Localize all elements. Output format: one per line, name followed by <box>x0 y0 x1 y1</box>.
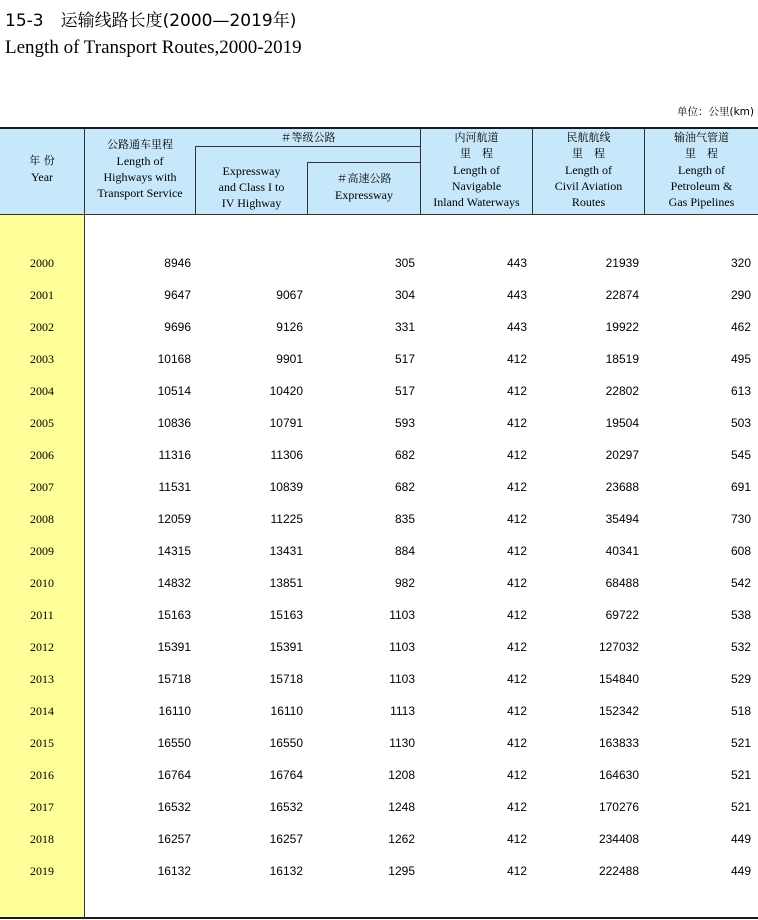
inland-waterway-cell: 412 <box>506 608 527 622</box>
inland-waterway-cell: 412 <box>506 640 527 654</box>
civil-aviation-header: 民航航线 里 程 Length of Civil Aviation Routes <box>554 131 623 209</box>
inland-waterway-cell: 443 <box>506 256 527 270</box>
civil-aviation-cell: 19504 <box>605 416 639 430</box>
highway-length-cell: 12059 <box>157 512 191 526</box>
year-cell: 2012 <box>30 640 54 654</box>
civil-aviation-cell: 22802 <box>605 384 639 398</box>
inland-waterways-header: 内河航道 里 程 Length of Navigable Inland Waterways <box>433 131 520 209</box>
inland-waterway-cell: 443 <box>506 320 527 334</box>
expressway-cell: 304 <box>394 288 415 302</box>
graded-highway-cell: 9126 <box>276 320 303 334</box>
expressway-cell: 517 <box>394 352 415 366</box>
table-row <box>0 823 758 855</box>
year-cell: 2017 <box>30 800 54 814</box>
expressway-cell: 305 <box>394 256 415 270</box>
graded-highway-cell: 13851 <box>269 576 303 590</box>
year-cell: 2015 <box>30 736 54 750</box>
inland-waterway-cell: 412 <box>506 480 527 494</box>
year-cell: 2013 <box>30 672 54 686</box>
civil-aviation-cell: 19922 <box>605 320 639 334</box>
graded-highway-cell: 10791 <box>269 416 303 430</box>
highway-length-cell: 8946 <box>164 256 191 270</box>
graded-highway-cell: 13431 <box>269 544 303 558</box>
inland-waterway-cell: 412 <box>506 704 527 718</box>
year-cell: 2006 <box>30 448 54 462</box>
unit-label: 单位：公里(km) <box>676 106 754 118</box>
expressway-cell: 517 <box>394 384 415 398</box>
graded-highway-cell: 16764 <box>269 768 303 782</box>
civil-aviation-cell: 68488 <box>605 576 639 590</box>
inland-waterway-cell: 412 <box>506 736 527 750</box>
pipeline-cell: 613 <box>730 384 751 398</box>
table-row <box>0 343 758 375</box>
year-cell: 2009 <box>30 544 54 558</box>
inland-waterway-cell: 412 <box>506 352 527 366</box>
highway-length-cell: 16132 <box>157 864 191 878</box>
civil-aviation-cell: 164630 <box>598 768 639 782</box>
civil-aviation-cell: 35494 <box>605 512 639 526</box>
table-row <box>0 535 758 567</box>
graded-highway-cell <box>195 247 303 279</box>
civil-aviation-cell: 23688 <box>605 480 639 494</box>
expressway-cell: 1262 <box>388 832 415 846</box>
highway-length-cell: 10836 <box>157 416 191 430</box>
inland-waterway-cell: 412 <box>506 512 527 526</box>
graded-highway-cell: 16257 <box>269 832 303 846</box>
graded-highway-header-cn: ＃等级公路 <box>280 132 336 144</box>
pipeline-cell: 521 <box>730 768 751 782</box>
highway-length-cell: 15718 <box>157 672 191 686</box>
table-row <box>0 631 758 663</box>
highway-length-cell: 14832 <box>157 576 191 590</box>
pipeline-cell: 608 <box>730 544 751 558</box>
expressway-cell: 1113 <box>390 704 415 718</box>
year-cell: 2008 <box>30 512 54 526</box>
civil-aviation-cell: 163833 <box>598 736 639 750</box>
expressway-cell: 884 <box>394 544 415 558</box>
graded-highway-header-en: Expressway and Class I to IV Highway <box>218 164 285 210</box>
civil-aviation-cell: 40341 <box>605 544 639 558</box>
table-title-english: Length of Transport Routes,2000-2019 <box>5 37 302 58</box>
pipeline-cell: 449 <box>730 864 751 878</box>
header-bottom-rule <box>0 214 758 215</box>
pipeline-cell: 320 <box>730 256 751 270</box>
inland-waterway-cell: 412 <box>506 384 527 398</box>
civil-aviation-cell: 170276 <box>598 800 639 814</box>
graded-highway-cell: 11306 <box>270 448 303 462</box>
highway-length-cell: 11531 <box>158 480 191 494</box>
table-row <box>0 727 758 759</box>
civil-aviation-cell: 21939 <box>605 256 639 270</box>
highway-length-cell: 9696 <box>164 320 191 334</box>
graded-highway-cell: 9901 <box>276 352 303 366</box>
header-divider <box>307 162 420 163</box>
civil-aviation-cell: 222488 <box>598 864 639 878</box>
expressway-cell: 682 <box>394 480 415 494</box>
expressway-cell: 835 <box>394 512 415 526</box>
pipeline-cell: 538 <box>730 608 751 622</box>
pipeline-cell: 542 <box>730 576 751 590</box>
graded-highway-cell: 16532 <box>269 800 303 814</box>
highway-length-cell: 16764 <box>157 768 191 782</box>
expressway-header: ＃高速公路 Expressway <box>335 172 393 202</box>
graded-highway-cell: 15718 <box>269 672 303 686</box>
graded-highway-cell: 16110 <box>270 704 303 718</box>
expressway-cell: 1130 <box>389 736 415 750</box>
graded-highway-cell: 11225 <box>270 512 303 526</box>
table-row <box>0 599 758 631</box>
pipeline-cell: 521 <box>730 736 751 750</box>
civil-aviation-cell: 69722 <box>605 608 639 622</box>
civil-aviation-cell: 234408 <box>598 832 639 846</box>
expressway-cell: 1103 <box>389 608 415 622</box>
civil-aviation-cell: 20297 <box>605 448 639 462</box>
year-cell: 2014 <box>30 704 54 718</box>
expressway-cell: 1103 <box>389 640 415 654</box>
pipeline-cell: 730 <box>730 512 751 526</box>
pipeline-cell: 529 <box>730 672 751 686</box>
highway-header: 公路通车里程 Length of Highways with Transport Service <box>97 138 183 200</box>
highway-length-cell: 16110 <box>158 704 191 718</box>
graded-highway-cell: 16550 <box>269 736 303 750</box>
expressway-cell: 982 <box>394 576 415 590</box>
pipeline-cell: 518 <box>730 704 751 718</box>
civil-aviation-cell: 152342 <box>598 704 639 718</box>
pipeline-cell: 462 <box>730 320 751 334</box>
inland-waterway-cell: 412 <box>506 576 527 590</box>
table-row <box>0 279 758 311</box>
highway-length-cell: 15391 <box>157 640 191 654</box>
year-cell: 2016 <box>30 768 54 782</box>
inland-waterway-cell: 412 <box>506 672 527 686</box>
pipeline-cell: 691 <box>730 480 751 494</box>
year-cell: 2002 <box>30 320 54 334</box>
inland-waterway-cell: 412 <box>506 448 527 462</box>
inland-waterway-cell: 412 <box>506 864 527 878</box>
year-cell: 2005 <box>30 416 54 430</box>
graded-highway-cell: 10420 <box>269 384 303 398</box>
header-divider <box>195 146 420 147</box>
graded-highway-cell: 15391 <box>269 640 303 654</box>
graded-highway-cell: 15163 <box>269 608 303 622</box>
highway-length-cell: 9647 <box>164 288 191 302</box>
highway-length-cell: 14315 <box>157 544 191 558</box>
pipeline-cell: 503 <box>730 416 751 430</box>
year-cell: 2001 <box>30 288 54 302</box>
expressway-cell: 1103 <box>389 672 415 686</box>
civil-aviation-cell: 22874 <box>605 288 639 302</box>
expressway-cell: 1295 <box>388 864 415 878</box>
graded-highway-cell: 16132 <box>269 864 303 878</box>
expressway-cell: 1208 <box>388 768 415 782</box>
table-bottom-rule <box>0 917 758 919</box>
expressway-cell: 593 <box>394 416 415 430</box>
year-cell: 2019 <box>30 864 54 878</box>
table-row <box>0 855 758 887</box>
year-cell: 2010 <box>30 576 54 590</box>
year-header: 年 份 Year <box>29 154 55 184</box>
pipeline-cell: 521 <box>730 800 751 814</box>
pipeline-cell: 532 <box>730 640 751 654</box>
year-cell: 2018 <box>30 832 54 846</box>
pipeline-cell: 545 <box>730 448 751 462</box>
table-row <box>0 791 758 823</box>
inland-waterway-cell: 443 <box>506 288 527 302</box>
civil-aviation-cell: 127032 <box>598 640 639 654</box>
highway-length-cell: 15163 <box>157 608 191 622</box>
inland-waterway-cell: 412 <box>506 544 527 558</box>
table-row <box>0 663 758 695</box>
highway-length-cell: 10168 <box>157 352 191 366</box>
highway-length-cell: 16550 <box>157 736 191 750</box>
highway-length-cell: 11316 <box>158 448 191 462</box>
highway-length-cell: 16532 <box>157 800 191 814</box>
table-row <box>0 247 758 279</box>
civil-aviation-cell: 154840 <box>598 672 639 686</box>
graded-highway-cell: 10839 <box>269 480 303 494</box>
inland-waterway-cell: 412 <box>506 800 527 814</box>
table-row <box>0 471 758 503</box>
pipeline-cell: 290 <box>730 288 751 302</box>
expressway-cell: 1248 <box>388 800 415 814</box>
civil-aviation-cell: 18519 <box>605 352 639 366</box>
table-header <box>0 129 758 215</box>
year-cell: 2007 <box>30 480 54 494</box>
inland-waterway-cell: 412 <box>506 416 527 430</box>
table-row <box>0 311 758 343</box>
year-cell: 2004 <box>30 384 54 398</box>
year-cell: 2003 <box>30 352 54 366</box>
inland-waterway-cell: 412 <box>506 832 527 846</box>
table-row <box>0 759 758 791</box>
expressway-cell: 331 <box>394 320 415 334</box>
highway-length-cell: 16257 <box>157 832 191 846</box>
highway-length-cell: 10514 <box>157 384 191 398</box>
year-cell: 2000 <box>30 256 54 270</box>
table-row <box>0 503 758 535</box>
table-row <box>0 695 758 727</box>
year-cell: 2011 <box>30 608 54 622</box>
graded-highway-cell: 9067 <box>276 288 303 302</box>
pipeline-cell: 449 <box>730 832 751 846</box>
table-row <box>0 439 758 471</box>
expressway-cell: 682 <box>394 448 415 462</box>
pipeline-cell: 495 <box>730 352 751 366</box>
table-row <box>0 567 758 599</box>
table-row <box>0 407 758 439</box>
table-title-chinese: 15-3 运输线路长度(2000—2019年) <box>5 11 297 31</box>
inland-waterway-cell: 412 <box>506 768 527 782</box>
pipelines-header: 输油气管道 里 程 Length of Petroleum & Gas Pipelines <box>668 131 735 209</box>
table-row <box>0 375 758 407</box>
